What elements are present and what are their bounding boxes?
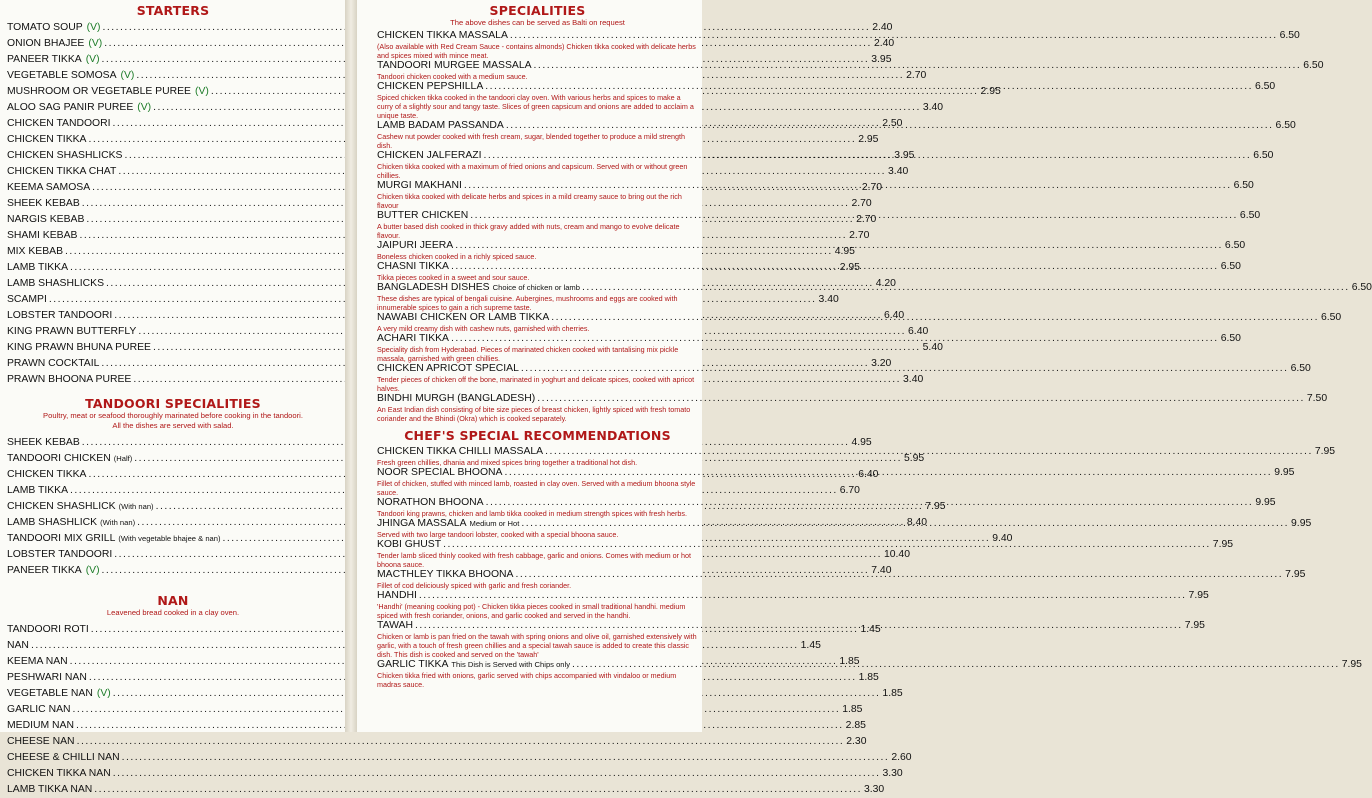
item-price: 9.95 [1274,467,1295,478]
menu-item [7,718,866,734]
menu-item [7,734,867,750]
dot-leader [545,446,1313,458]
item-description: Chicken tikka fried with onions, garlic served with chips accompanied with vindaloo or medium madras sauce. [377,671,677,689]
item-price: 5.95 [903,453,925,464]
item-name: HANDHI [377,590,417,601]
item-note: (With vegetable bhajee & nan) [118,534,221,543]
item-name: CHASNI TIKKA [377,261,449,272]
item-name: NAWABI CHICKEN OR LAMB TIKKA [377,312,550,323]
item-description: Tandoori king prawns, chicken and lamb tikka cooked in medium strength spices with fresh herbs. [377,509,688,518]
item-name: BANGLADESH DISHES [377,282,490,293]
dot-leader [443,539,1211,551]
item-name: SHEEK KEBAB [7,198,80,209]
item-name: ONION BHAJEE [7,38,85,49]
item-name: MUSHROOM OR VEGETABLE PUREE [7,86,191,97]
item-description: These dishes are typical of bengali cuisine. Aubergines, mushrooms and eggs are cooked with innumerable spices to gain a rich supreme taste. [377,294,678,312]
item-name: CHICKEN TIKKA [7,134,87,145]
item-price: 6.50 [1253,150,1274,161]
item-price: 4.20 [875,278,896,289]
item-name: PANEER TIKKA [7,54,82,65]
item-price: 7.50 [1306,393,1328,404]
item-price: 9.95 [1291,518,1312,529]
item-description: An East Indian dish consisting of bite size pieces of breast chicken, lightly spiced with fresh tomato coriander and the Bhindi (Okra) which is cooked separately. [377,405,691,423]
item-price: 6.50 [1224,240,1246,251]
item-price: 6.50 [1275,120,1296,131]
item-name: KEEMA SAMOSA [7,182,91,193]
item-name: CHICKEN TIKKA MASSALA [377,30,508,41]
item-name: MIX KEBAB [7,246,64,257]
menu-item [7,702,863,718]
item-name: TANDOORI ROTI [7,624,89,635]
item-description: Fillet of chicken, stuffed with minced lamb, roasted in clay oven. Served with a medium bhoona style sauce. [377,479,696,497]
item-price: 6.50 [1239,210,1261,221]
dot-leader [486,497,1254,509]
item-price: 2.95 [839,262,860,273]
menu-item [377,393,1328,423]
item-name: VEGETABLE NAN [7,688,93,699]
menu-item [7,686,903,702]
dot-leader [419,590,1187,602]
item-name: PRAWN COCKTAIL [7,358,100,369]
item-name: TAWAH [377,620,413,631]
item-price: 10.40 [883,549,910,560]
item-price: 2.50 [882,118,903,129]
vegetarian-mark: (V) [120,70,135,81]
item-name: CHICKEN APRICOT SPECIAL [377,363,519,374]
item-description: Chicken or lamb is pan fried on the tawah with spring onions and olive oil, garnished extensively with garlic, with a touch of fresh green chillies and a special tawah sauce is added to create this classic dish. This dish is cooked and served on the 'tawah' [377,632,697,659]
chefs-title: CHEF'S SPECIAL RECOMMENDATIONS [404,428,671,443]
tandoori-title: TANDOORI SPECIALITIES [85,396,261,411]
item-description: Chicken tikka cooked with a maximum of fried onions and capsicum. Served with or without green chillies. [377,162,688,180]
item-price: 6.70 [839,485,860,496]
item-note: Choice of chicken or lamb [492,283,580,292]
item-name: CHICKEN JALFERAZI [377,150,482,161]
item-name: TANDOORI CHICKEN [7,453,111,464]
vegetarian-mark: (V) [137,102,152,113]
dot-leader [455,240,1223,252]
item-price: 1.45 [800,640,821,651]
item-name: GARLIC NAN [7,704,71,715]
item-price: 6.50 [1220,261,1241,272]
tandoori-note-2: All the dishes are served with salad. [112,421,234,430]
item-name: LAMB SHASHLICKS [7,278,105,289]
dot-leader [415,620,1183,632]
dot-leader [537,393,1305,405]
item-price: 3.40 [922,102,944,113]
item-price: 2.95 [980,86,1001,97]
item-price: 3.20 [871,358,892,369]
item-name: NAN [7,640,29,651]
item-name: NOOR SPECIAL BHOONA [377,467,503,478]
dot-leader [122,750,890,766]
item-price: 2.70 [849,230,870,241]
dot-leader [484,150,1252,162]
item-note: This Dish is Served with Chips only [451,660,571,669]
vegetarian-mark: (V) [85,54,100,65]
item-description: Tandoori chicken cooked with a medium sauce. [377,72,528,81]
item-price: 3.30 [863,784,885,795]
item-price: 7.95 [1184,620,1205,631]
item-name: CHEESE & CHILLI NAN [7,752,120,763]
item-price: 1.85 [858,672,879,683]
item-price: 8.40 [906,517,928,528]
item-price: 3.40 [818,294,839,305]
item-name: LAMB TIKKA [7,485,69,496]
item-price: 2.95 [858,134,879,145]
item-description: Fresh green chillies, dhania and mixed spices bring together a traditional hot dish. [377,458,638,467]
item-description: Chicken tikka cooked with delicate herbs and spices in a mild creamy sauce to bring out the rich flavour [377,192,682,210]
item-header [377,333,1241,345]
item-name: ACHARI TIKKA [377,333,449,344]
item-note: (Half) [113,454,133,463]
item-price: 6.40 [858,469,879,480]
item-price: 3.40 [903,374,924,385]
tandoori-note-1: Poultry, meat or seafood thoroughly marinated before cooking in the tandoori. [43,411,303,420]
item-price: 2.85 [845,720,866,731]
item-header [377,539,1234,551]
item-name: GARLIC TIKKA [377,659,449,670]
item-price: 6.40 [883,310,905,321]
menu-item [377,590,1209,620]
dot-leader [521,363,1289,375]
item-name: CHEESE NAN [7,736,75,747]
specialities-title: SPECIALITIES [489,3,586,18]
dot-leader [464,180,1232,192]
item-header [377,30,1300,42]
item-name: CHICKEN TIKKA CHAT [7,166,117,177]
item-price: 5.40 [922,342,943,353]
menu-item [7,782,885,798]
dot-leader [94,782,862,798]
item-price: 3.30 [882,768,903,779]
dot-leader [510,30,1278,42]
item-name: CHICKEN TIKKA NAN [7,768,111,779]
item-price: 1.85 [839,656,860,667]
dot-leader [534,60,1302,72]
item-name: KEEMA NAN [7,656,68,667]
item-name: NARGIS KEBAB [7,214,85,225]
item-header [377,590,1209,602]
item-header [377,446,1336,458]
item-description: Tikka pieces cooked in a sweet and sour sauce. [377,273,530,282]
vegetarian-mark: (V) [88,38,103,49]
item-name: KING PRAWN BUTTERFLY [7,326,137,337]
item-price: 9.40 [992,533,1013,544]
item-price: 6.50 [1320,312,1342,323]
item-description: Cashew nut powder cooked with fresh cream, sugar, blended together to produce a mild strength dish. [377,132,686,150]
item-price: 2.70 [861,182,883,193]
vegetarian-mark: (V) [96,688,111,699]
item-price: 6.50 [1279,30,1300,41]
item-name: ALOO SAG PANIR PUREE [7,102,134,113]
item-description: (Also available with Red Cream Sauce - contains almonds) Chicken tikka cooked with delicate herbs and spices mixed with mince meat. [377,42,696,60]
item-price: 7.95 [1212,539,1234,550]
item-name: CHICKEN TIKKA CHILLI MASSALA [377,446,544,457]
item-name: KOBI GHUST [377,539,442,550]
item-name: CHICKEN PEPSHILLA [377,81,484,92]
item-name: KING PRAWN BHUNA PUREE [7,342,151,353]
nan-note: Leavened bread cooked in a clay oven. [106,608,240,617]
item-price: 7.95 [1188,590,1209,601]
item-price: 7.95 [1314,446,1336,457]
item-name: CHICKEN SHASHLICK [7,501,116,512]
page-fold [345,0,357,732]
item-description: A very mild creamy dish with cashew nuts, garnished with cherries. [377,324,590,333]
item-name: BUTTER CHICKEN [377,210,469,221]
item-description: A butter based dish cooked in thick gravy added with nuts, cream and mango to evolve delicate flavour. [377,222,680,240]
item-price: 6.50 [1290,363,1311,374]
menu-item [7,766,903,782]
item-price: 1.45 [860,624,881,635]
item-price: 6.40 [908,326,929,337]
item-price: 2.30 [846,736,867,747]
nan-title: NAN [157,593,189,608]
item-price: 1.85 [882,688,903,699]
item-description: Served with two large tandoori lobster, cooked with a special bhoona sauce. [377,530,619,539]
menu-item [7,750,912,766]
dot-leader [572,659,1340,671]
item-note: (With nan) [118,502,154,511]
item-price: 7.95 [1341,659,1362,670]
item-price: 2.40 [872,22,893,33]
item-price: 6.50 [1254,81,1276,92]
vegetarian-mark: (V) [86,22,101,33]
item-name: LOBSTER TANDOORI [7,310,113,321]
item-name: JHINGA MASSALA [377,518,467,529]
dot-leader [504,467,1272,479]
item-price: 6.50 [1303,60,1324,71]
item-name: TANDOORI MIX GRILL [7,533,116,544]
item-name: SHAMI KEBAB [7,230,78,241]
item-name: MEDIUM NAN [7,720,74,731]
item-name: CHICKEN TIKKA [7,469,87,480]
item-description: Speciality dish from Hyderabad. Pieces of marinated chicken cooked with tantalising mix pickle massala, garnished with green chillies. [377,345,679,363]
item-description: Tender lamb sliced thinly cooked with fresh cabbage, garlic and onions. Comes with medium or hot bhoona sauce. [377,551,692,569]
item-note: (With nan) [100,518,136,527]
vegetarian-mark: (V) [194,86,209,97]
item-name: CHICKEN TANDOORI [7,118,111,129]
item-price: 2.40 [873,38,895,49]
vegetarian-mark: (V) [85,565,100,576]
item-name: LOBSTER TANDOORI [7,549,113,560]
item-price: 7.95 [925,501,946,512]
item-price: 3.40 [888,166,909,177]
item-description: 'Handhi' (meaning cooking pot) - Chicken tikka pieces cooked in small traditional handhi. medium spiced with fresh coriander, onions, and garlic cooked and served in the handhi. [377,602,686,620]
item-header [377,60,1324,72]
item-name: PESHWARI NAN [7,672,87,683]
item-price: 2.70 [906,70,927,81]
item-name: SCAMPI [7,294,47,305]
starters-title: STARTERS [136,3,210,18]
dot-leader [521,518,1289,530]
item-header [377,393,1328,405]
item-name: BINDHI MURGH (BANGLADESH) [377,393,536,404]
item-name: MURGI MAKHANI [377,180,462,191]
specialities-note: The above dishes can be served as Balti on request [450,18,625,27]
item-price: 6.50 [1220,333,1241,344]
item-price: 9.95 [1255,497,1276,508]
item-name: PANEER TIKKA [7,565,82,576]
item-name: LAMB BADAM PASSANDA [377,120,504,131]
item-description: Spiced chicken tikka cooked in the tandoori clay oven. With various herbs and spices to make a curry of a slightly sour and tangy taste. Slices of green capsicum and onions are added to acclaim a unique taste. [377,93,694,120]
item-price: 3.95 [871,54,892,65]
item-price: 4.95 [851,437,872,448]
item-note: Medium or Hot [469,519,520,528]
item-name: MACTHLEY TIKKA BHOONA [377,569,514,580]
dot-leader [113,766,881,782]
item-price: 4.95 [834,246,855,257]
item-price: 6.50 [1233,180,1254,191]
dot-leader [451,261,1219,273]
item-price: 2.60 [891,752,912,763]
item-price: 2.70 [856,214,877,225]
item-name: VEGETABLE SOMOSA [7,70,117,81]
item-name: PRAWN BHOONA PUREE [7,374,132,385]
item-price: 6.50 [1351,282,1372,293]
item-name: JAIPURI JEERA [377,240,454,251]
item-name: LAMB TIKKA [7,262,69,273]
item-price: 1.85 [842,704,863,715]
dot-leader [485,81,1253,93]
item-description: Fillet of cod deliciously spiced with garlic and fresh coriander. [377,581,572,590]
item-name: SHEEK KEBAB [7,437,80,448]
item-price: 2.70 [851,198,872,209]
item-name: CHICKEN SHASHLICKS [7,150,123,161]
item-price: 7.40 [871,565,892,576]
dot-leader [551,312,1319,324]
item-name: LAMB SHASHLICK [7,517,98,528]
item-description: Boneless chicken cooked in a richly spiced sauce. [377,252,537,261]
dot-leader [506,120,1274,132]
item-name: NORATHON BHOONA [377,497,484,508]
dot-leader [470,210,1238,222]
item-price: 3.95 [894,150,915,161]
item-name: TOMATO SOUP [7,22,83,33]
item-name: LAMB TIKKA NAN [7,784,93,795]
item-price: 7.95 [1285,569,1306,580]
item-description: Tender pieces of chicken off the bone, marinated in yoghurt and delicate spices, cooked with apricot halves. [377,375,695,393]
dot-leader [515,569,1283,581]
item-name: TANDOORI MURGEE MASSALA [377,60,532,71]
dot-leader [77,734,845,750]
dot-leader [451,333,1219,345]
dot-leader [582,282,1350,294]
